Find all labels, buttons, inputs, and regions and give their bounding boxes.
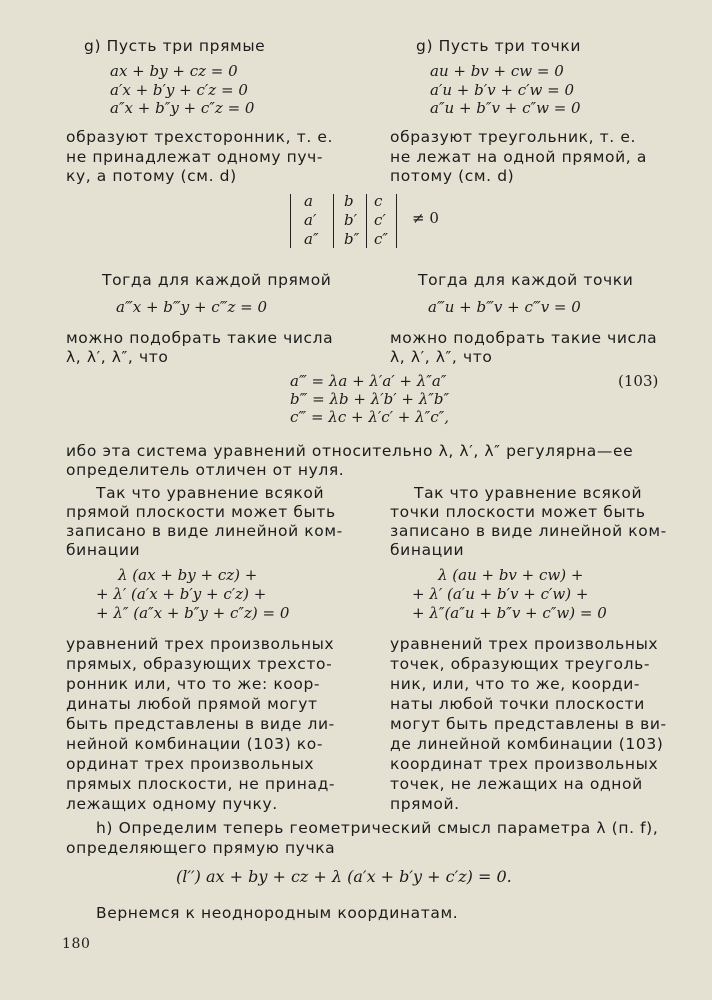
left-g-text-2: не принадлежат одному пуч- xyxy=(66,148,324,166)
det-b2: b″ xyxy=(344,230,360,248)
det-left-bar xyxy=(290,194,291,248)
full-text-2: определитель отличен от нуля. xyxy=(66,461,345,479)
det-rhs: ≠ 0 xyxy=(412,209,439,227)
right-q-9: прямой. xyxy=(390,795,460,813)
det-c1: c′ xyxy=(374,211,386,229)
right-combo-2: + λ′ (a′u + b′v + c′w) + xyxy=(412,585,589,603)
det-right-bar xyxy=(396,194,397,248)
equation-number: (103) xyxy=(618,372,659,390)
left-q-5: быть представлены в виде ли- xyxy=(66,715,335,733)
left-q-9: лежащих одному пучку. xyxy=(66,795,278,813)
right-so-1: Так что уравнение всякой xyxy=(414,484,643,502)
left-then-heading: Тогда для каждой прямой xyxy=(102,271,332,289)
right-then-heading: Тогда для каждой точки xyxy=(418,271,634,289)
left-q-8: прямых плоскости, не принад- xyxy=(66,775,336,793)
det-c: c xyxy=(374,192,383,210)
system-row-3: c‴ = λc + λ′c′ + λ″c″, xyxy=(290,408,450,426)
right-q-7: координат трех произвольных xyxy=(390,755,659,773)
right-g-text-1: образуют треугольник, т. е. xyxy=(390,128,637,146)
right-q-6: де линейной комбинации (103) xyxy=(390,735,664,753)
left-then-eq: a‴x + b‴y + c‴z = 0 xyxy=(116,298,268,316)
right-g-text-2: не лежат на одной прямой, а xyxy=(390,148,647,166)
left-so-4: бинации xyxy=(66,541,141,559)
right-q-4: наты любой точки плоскости xyxy=(390,695,645,713)
left-so-2: прямой плоскости может быть xyxy=(66,503,336,521)
left-q-6: нейной комбинации (103) ко- xyxy=(66,735,324,753)
left-g-text-1: образуют трехсторонник, т. е. xyxy=(66,128,334,146)
left-so-1: Так что уравнение всякой xyxy=(96,484,325,502)
det-a: a xyxy=(304,192,313,210)
right-eq-3: a″u + b″v + c″w = 0 xyxy=(430,99,581,117)
left-then-text-2: λ, λ′, λ″, что xyxy=(66,348,169,366)
h-equation: (l′′) ax + by + cz + λ (a′x + b′y + c′z) = 0. xyxy=(176,867,512,886)
right-q-2: точек, образующих треуголь- xyxy=(390,655,651,673)
left-eq-1: ax + by + cz = 0 xyxy=(110,62,238,80)
det-b: b xyxy=(344,192,354,210)
det-c2: c″ xyxy=(374,230,389,248)
left-eq-2: a′x + b′y + c′z = 0 xyxy=(110,81,248,99)
right-g-text-3: потому (см. d) xyxy=(390,167,515,185)
system-row-1: a‴ = λa + λ′a′ + λ″a″ xyxy=(290,372,447,390)
final-line: Вернемся к неоднородным координатам. xyxy=(96,904,459,922)
det-bar-2 xyxy=(333,194,334,248)
right-so-4: бинации xyxy=(390,541,465,559)
det-bar-3 xyxy=(366,194,367,248)
right-q-5: могут быть представлены в ви- xyxy=(390,715,667,733)
left-then-text-1: можно подобрать такие числа xyxy=(66,329,334,347)
h-text-2: определяющего прямую пучка xyxy=(66,839,336,857)
left-eq-3: a″x + b″y + c″z = 0 xyxy=(110,99,255,117)
right-q-8: точек, не лежащих на одной xyxy=(390,775,643,793)
right-eq-1: au + bv + cw = 0 xyxy=(430,62,564,80)
left-q-1: уравнений трех произвольных xyxy=(66,635,335,653)
left-q-4: динаты любой прямой могут xyxy=(66,695,318,713)
left-combo-1: λ (ax + by + cz) + xyxy=(118,566,258,584)
system-row-2: b‴ = λb + λ′b′ + λ″b″ xyxy=(290,390,450,408)
determinant xyxy=(290,192,450,250)
right-so-2: точки плоскости может быть xyxy=(390,503,646,521)
right-so-3: записано в виде линейной ком- xyxy=(390,522,667,540)
right-g-heading: g) Пусть три точки xyxy=(416,37,582,55)
right-combo-1: λ (au + bv + cw) + xyxy=(438,566,584,584)
left-q-2: прямых, образующих трехсто- xyxy=(66,655,333,673)
left-combo-2: + λ′ (a′x + b′y + c′z) + xyxy=(96,585,267,603)
right-q-3: ник, или, что то же, коорди- xyxy=(390,675,641,693)
det-a2: a″ xyxy=(304,230,319,248)
left-q-3: ронник или, что то же: коор- xyxy=(66,675,321,693)
right-then-text-2: λ, λ′, λ″, что xyxy=(390,348,493,366)
right-then-text-1: можно подобрать такие числа xyxy=(390,329,658,347)
det-b1: b′ xyxy=(344,211,358,229)
left-so-3: записано в виде линейной ком- xyxy=(66,522,343,540)
page-number: 180 xyxy=(62,936,91,952)
left-g-heading: g) Пусть три прямые xyxy=(84,37,266,55)
left-combo-3: + λ″ (a″x + b″y + c″z) = 0 xyxy=(96,604,290,622)
det-a1: a′ xyxy=(304,211,317,229)
full-text-1: ибо эта система уравнений относительно λ, λ′, λ″ регулярна—ее xyxy=(66,442,634,460)
right-then-eq: a‴u + b‴v + c‴v = 0 xyxy=(428,298,581,316)
left-g-text-3: ку, а потому (см. d) xyxy=(66,167,237,185)
right-eq-2: a′u + b′v + c′w = 0 xyxy=(430,81,574,99)
h-text-1: h) Определим теперь геометрический смысл параметра λ (п. f), xyxy=(96,819,659,837)
right-combo-3: + λ″(a″u + b″v + c″w) = 0 xyxy=(412,604,607,622)
left-q-7: ординат трех произвольных xyxy=(66,755,315,773)
right-q-1: уравнений трех произвольных xyxy=(390,635,659,653)
